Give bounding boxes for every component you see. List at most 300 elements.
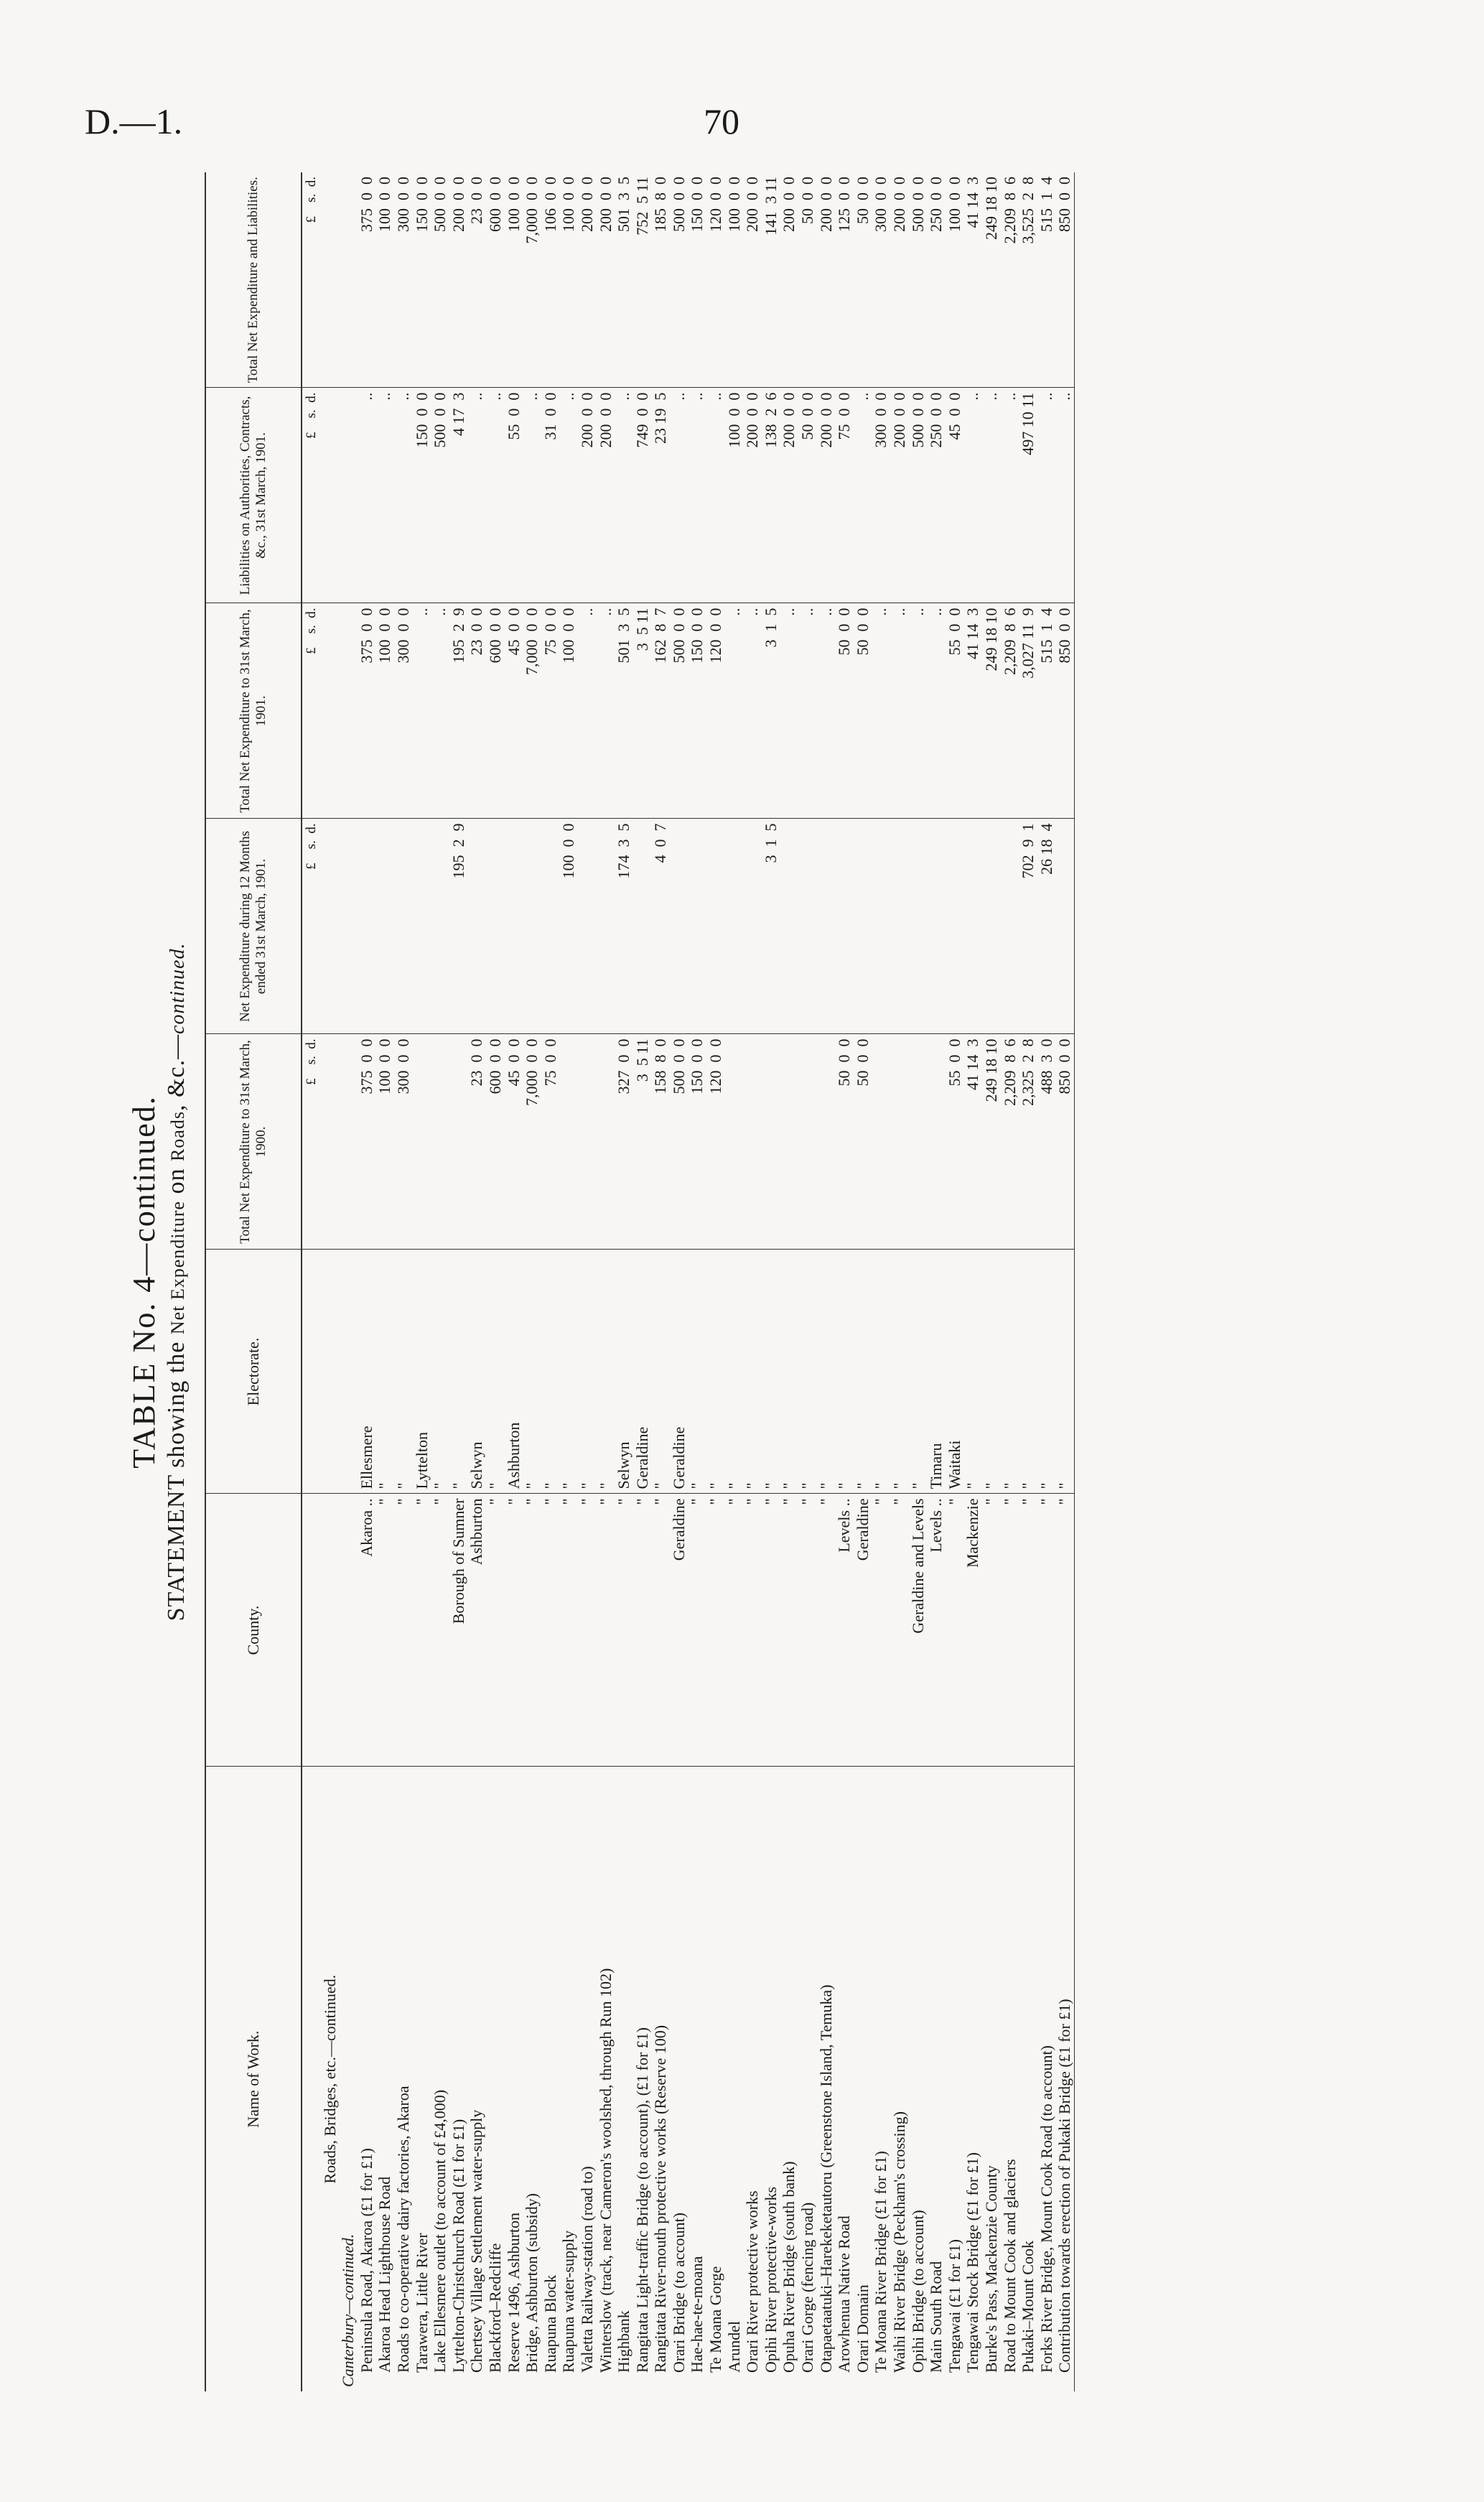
cell-total-liabilities: 2,209 8 6 xyxy=(1001,172,1019,388)
cell-work-name: Arundel xyxy=(724,2320,743,2373)
cell-electorate: " xyxy=(743,1250,762,1494)
cell-total-1901: 100 0 0 xyxy=(375,603,394,819)
cell-total-liabilities: 500 0 0 xyxy=(670,172,689,388)
cell-liabilities: 55 0 0 xyxy=(505,388,523,603)
cell-total-1900 xyxy=(559,1034,578,1250)
cell-liabilities: 200 0 0 xyxy=(597,388,615,603)
cell-county: " xyxy=(375,1494,394,1767)
cell-total-1900: 75 0 0 xyxy=(541,1034,560,1250)
cell-work-name: Burke's Pass, Mackenzie County xyxy=(981,2165,1000,2373)
table-row xyxy=(706,172,725,2391)
cell-work-name: Tengawai Stock Bridge (£1 for £1) xyxy=(963,2152,982,2373)
cell-electorate: " xyxy=(890,1250,909,1494)
cell-total-1901: .. xyxy=(431,603,449,819)
cell-total-liabilities: 200 0 0 xyxy=(597,172,615,388)
cell-electorate: " xyxy=(541,1250,560,1494)
cell-total-1901: 23 0 0 xyxy=(467,603,486,819)
cell-work-name: Bridge, Ashburton (subsidy) xyxy=(523,2193,541,2373)
cell-total-1900: 41 14 3 xyxy=(963,1034,982,1250)
cell-county: " xyxy=(780,1494,798,1767)
cell-net-1901: 26 18 4 xyxy=(1037,819,1056,1034)
page-number: 70 xyxy=(704,101,739,141)
cell-electorate: " xyxy=(725,1250,744,1494)
table-row xyxy=(394,172,413,2391)
cell-county: Levels .. xyxy=(927,1494,946,1767)
table-row xyxy=(743,172,762,2391)
table-subtitle: STATEMENT showing the Net Expenditure on Roads, &c.—continued. xyxy=(163,942,190,1622)
cell-total-1900: 55 0 0 xyxy=(946,1034,964,1250)
units-c5: £ s. d. xyxy=(302,172,321,388)
table-row xyxy=(505,172,523,2391)
cell-net-1901 xyxy=(597,819,615,1034)
cell-county: " xyxy=(486,1494,505,1767)
cell-net-1901 xyxy=(486,819,505,1034)
table-row xyxy=(559,172,578,2391)
cell-electorate: " xyxy=(651,1250,670,1494)
document-id: D.—1. xyxy=(85,101,183,141)
cell-work-name: Lyttelton-Christchurch Road (£1 for £1) xyxy=(449,2119,467,2373)
cell-net-1901 xyxy=(394,819,413,1034)
cell-county: " xyxy=(762,1494,780,1767)
cell-total-1901: 501 3 5 xyxy=(615,603,633,819)
cell-total-1901: 850 0 0 xyxy=(1055,603,1074,819)
cell-electorate: " xyxy=(762,1250,780,1494)
cell-net-1901 xyxy=(688,819,706,1034)
cell-liabilities: 100 0 0 xyxy=(725,388,744,603)
cell-electorate: " xyxy=(688,1250,706,1494)
cell-electorate: " xyxy=(872,1250,890,1494)
cell-total-liabilities: 200 0 0 xyxy=(890,172,909,388)
cell-work-name: Orari Domain xyxy=(853,2284,872,2373)
table-row xyxy=(633,172,652,2391)
cell-total-liabilities: 50 0 0 xyxy=(798,172,817,388)
cell-total-1901: 375 0 0 xyxy=(358,603,376,819)
table-row xyxy=(890,172,909,2391)
cell-electorate: " xyxy=(523,1250,541,1494)
table-row xyxy=(946,172,964,2391)
cell-liabilities: 200 0 0 xyxy=(578,388,597,603)
cell-electorate: " xyxy=(394,1250,413,1494)
cell-total-1900: 158 8 0 xyxy=(651,1034,670,1250)
cell-net-1901 xyxy=(706,819,725,1034)
col-header-net-1901: Net Expenditure during 12 Months ended 31st March, 1901. xyxy=(205,819,302,1034)
cell-total-1900: 600 0 0 xyxy=(486,1034,505,1250)
cell-total-liabilities: 200 0 0 xyxy=(743,172,762,388)
cell-county: " xyxy=(615,1494,633,1767)
cell-total-1901: 2,209 8 6 xyxy=(1001,603,1019,819)
table-row xyxy=(541,172,560,2391)
table-row xyxy=(1019,172,1037,2391)
cell-county: " xyxy=(743,1494,762,1767)
cell-total-1900 xyxy=(872,1034,890,1250)
cell-total-1901: 50 0 0 xyxy=(854,603,872,819)
cell-electorate: Timaru xyxy=(927,1250,946,1494)
col-header-electorate: Electorate. xyxy=(205,1250,302,1494)
cell-total-1900: 3 5 11 xyxy=(633,1034,652,1250)
cell-work-name: Ruapuna water-supply xyxy=(559,2230,578,2373)
table-row xyxy=(1001,172,1019,2391)
cell-net-1901 xyxy=(743,819,762,1034)
cell-electorate: " xyxy=(449,1250,468,1494)
cell-net-1901 xyxy=(633,819,652,1034)
table-row xyxy=(431,172,449,2391)
cell-net-1901 xyxy=(578,819,597,1034)
header-row xyxy=(205,172,302,2391)
cell-work-name: Ruapuna Block xyxy=(541,2274,559,2373)
cell-total-liabilities: 500 0 0 xyxy=(909,172,928,388)
section-heading-row xyxy=(321,172,340,2391)
cell-total-1901: 162 8 7 xyxy=(651,603,670,819)
cell-county: " xyxy=(431,1494,449,1767)
cell-liabilities: 200 0 0 xyxy=(817,388,836,603)
cell-electorate: " xyxy=(559,1250,578,1494)
cell-total-liabilities: 141 3 11 xyxy=(762,172,780,388)
cell-liabilities: 138 2 6 xyxy=(762,388,780,603)
cell-electorate: Geraldine xyxy=(633,1250,652,1494)
cell-work-name: Akaroa Head Lighthouse Road xyxy=(375,2176,394,2373)
cell-work-name: Opihi Bridge (to account) xyxy=(908,2210,927,2373)
cell-total-liabilities: 501 3 5 xyxy=(615,172,633,388)
cell-total-1900: 327 0 0 xyxy=(615,1034,633,1250)
cell-county: " xyxy=(1001,1494,1019,1767)
cell-net-1901 xyxy=(798,819,817,1034)
cell-liabilities: .. xyxy=(486,388,505,603)
cell-net-1901 xyxy=(854,819,872,1034)
cell-electorate: " xyxy=(982,1250,1001,1494)
cell-electorate: Selwyn xyxy=(615,1250,633,1494)
table-row xyxy=(413,172,431,2391)
cell-total-liabilities: 7,000 0 0 xyxy=(523,172,541,388)
cell-liabilities: 4 17 3 xyxy=(449,388,468,603)
cell-total-liabilities: 3,525 2 8 xyxy=(1019,172,1037,388)
table-row xyxy=(578,172,597,2391)
cell-total-1900: 375 0 0 xyxy=(358,1034,376,1250)
cell-total-1900 xyxy=(743,1034,762,1250)
cell-net-1901 xyxy=(725,819,744,1034)
cell-county: " xyxy=(946,1494,964,1767)
col-header-total-1900: Total Net Expenditure to 31st March, 1900. xyxy=(205,1034,302,1250)
section-title: Roads, Bridges, etc.—continued. xyxy=(320,1974,339,2184)
cell-liabilities: .. xyxy=(688,388,706,603)
cell-liabilities: .. xyxy=(1001,388,1019,603)
cell-total-1900: 50 0 0 xyxy=(854,1034,872,1250)
table-row xyxy=(982,172,1001,2391)
cell-liabilities: 150 0 0 xyxy=(413,388,431,603)
table-row xyxy=(762,172,780,2391)
cell-county: " xyxy=(872,1494,890,1767)
cell-electorate: " xyxy=(1019,1250,1037,1494)
cell-total-liabilities: 150 0 0 xyxy=(413,172,431,388)
cell-county: " xyxy=(597,1494,615,1767)
cell-total-1900 xyxy=(597,1034,615,1250)
cell-liabilities: 300 0 0 xyxy=(872,388,890,603)
table-row xyxy=(909,172,928,2391)
cell-total-liabilities: 106 0 0 xyxy=(541,172,560,388)
cell-county: Geraldine and Levels xyxy=(909,1494,928,1767)
cell-total-1901: .. xyxy=(578,603,597,819)
cell-work-name: Te Moana Gorge xyxy=(706,2266,725,2373)
cell-total-liabilities: 100 0 0 xyxy=(725,172,744,388)
cell-total-1900: 7,000 0 0 xyxy=(523,1034,541,1250)
subsection-title: Canterbury—continued. xyxy=(339,2233,358,2387)
cell-work-name: Main South Road xyxy=(927,2261,946,2373)
cell-total-1901: 249 18 10 xyxy=(982,603,1001,819)
cell-total-liabilities: 100 0 0 xyxy=(946,172,964,388)
cell-liabilities: .. xyxy=(706,388,725,603)
cell-work-name: Valetta Railway-station (road to) xyxy=(577,2166,596,2373)
cell-work-name: Rangitata River-mouth protective works (Reserve 100) xyxy=(651,2024,670,2373)
col-header-total-liabilities: Total Net Expenditure and Liabilities. xyxy=(205,172,302,388)
table-row xyxy=(927,172,946,2391)
cell-total-1900 xyxy=(909,1034,928,1250)
cell-county: " xyxy=(505,1494,523,1767)
cell-net-1901 xyxy=(467,819,486,1034)
cell-total-1900: 23 0 0 xyxy=(467,1034,486,1250)
cell-net-1901: 195 2 9 xyxy=(449,819,468,1034)
cell-county: " xyxy=(1037,1494,1056,1767)
cell-total-liabilities: 850 0 0 xyxy=(1055,172,1074,388)
cell-net-1901 xyxy=(413,819,431,1034)
table-row xyxy=(467,172,486,2391)
units-row xyxy=(302,172,321,2391)
cell-county: " xyxy=(890,1494,909,1767)
cell-work-name: Peninsula Road, Akaroa (£1 for £1) xyxy=(357,2148,375,2373)
cell-total-1901: 7,000 0 0 xyxy=(523,603,541,819)
cell-net-1901 xyxy=(1055,819,1074,1034)
cell-liabilities: 45 0 0 xyxy=(946,388,964,603)
cell-county: " xyxy=(651,1494,670,1767)
table-row xyxy=(597,172,615,2391)
cell-total-1900: 300 0 0 xyxy=(394,1034,413,1250)
cell-work-name: Orari Bridge (to account) xyxy=(669,2213,688,2373)
cell-liabilities: .. xyxy=(963,388,982,603)
cell-total-1901: .. xyxy=(725,603,744,819)
table-row xyxy=(651,172,670,2391)
cell-total-1900: 50 0 0 xyxy=(835,1034,854,1250)
cell-electorate: Ellesmere xyxy=(358,1250,376,1494)
cell-electorate: " xyxy=(963,1250,982,1494)
cell-total-1901: .. xyxy=(413,603,431,819)
cell-liabilities: .. xyxy=(523,388,541,603)
cell-total-1901: 55 0 0 xyxy=(946,603,964,819)
table-row xyxy=(1055,172,1074,2391)
cell-electorate: Ashburton xyxy=(505,1250,523,1494)
cell-liabilities: .. xyxy=(854,388,872,603)
cell-net-1901 xyxy=(835,819,854,1034)
cell-work-name: Opihi River protective-works xyxy=(761,2186,780,2373)
cell-total-liabilities: 200 0 0 xyxy=(817,172,836,388)
cell-total-liabilities: 120 0 0 xyxy=(706,172,725,388)
table-row xyxy=(670,172,689,2391)
cell-net-1901 xyxy=(375,819,394,1034)
cell-total-liabilities: 500 0 0 xyxy=(431,172,449,388)
cell-electorate: " xyxy=(431,1250,449,1494)
table-row xyxy=(358,172,376,2391)
cell-electorate: " xyxy=(486,1250,505,1494)
cell-liabilities: 749 0 0 xyxy=(633,388,652,603)
cell-net-1901: 3 1 5 xyxy=(762,819,780,1034)
cell-county: " xyxy=(725,1494,744,1767)
cell-electorate: Waitaki xyxy=(946,1250,964,1494)
table-row xyxy=(523,172,541,2391)
cell-work-name: Highbank xyxy=(615,2310,633,2373)
cell-net-1901 xyxy=(505,819,523,1034)
cell-total-1901: 45 0 0 xyxy=(505,603,523,819)
cell-total-1901: .. xyxy=(743,603,762,819)
table-row xyxy=(835,172,854,2391)
cell-liabilities: .. xyxy=(1037,388,1056,603)
cell-liabilities: 200 0 0 xyxy=(743,388,762,603)
cell-county: " xyxy=(1019,1494,1037,1767)
cell-total-1901: 515 1 4 xyxy=(1037,603,1056,819)
cell-net-1901: 4 0 7 xyxy=(651,819,670,1034)
cell-net-1901 xyxy=(982,819,1001,1034)
cell-county: Geraldine xyxy=(854,1494,872,1767)
cell-work-name: Hae-hae-te-moana xyxy=(688,2256,706,2373)
cell-work-name: Opuha River Bridge (south bank) xyxy=(780,2161,798,2373)
cell-liabilities: 200 0 0 xyxy=(780,388,798,603)
cell-net-1901 xyxy=(872,819,890,1034)
cell-county: " xyxy=(523,1494,541,1767)
cell-electorate: " xyxy=(1055,1250,1074,1494)
table-row xyxy=(486,172,505,2391)
cell-work-name: Winterslow (track, near Cameron's woolshed, through Run 102) xyxy=(596,1968,615,2373)
cell-county: Mackenzie xyxy=(963,1494,982,1767)
cell-county: " xyxy=(1055,1494,1074,1767)
table-row xyxy=(963,172,982,2391)
table-title: TABLE No. 4—continued. xyxy=(126,1095,162,1469)
cell-net-1901 xyxy=(1001,819,1019,1034)
cell-net-1901: 100 0 0 xyxy=(559,819,578,1034)
cell-electorate: Selwyn xyxy=(467,1250,486,1494)
cell-electorate: " xyxy=(375,1250,394,1494)
table-row xyxy=(449,172,468,2391)
units-c1: £ s. d. xyxy=(302,1034,321,1250)
cell-electorate: Lyttelton xyxy=(413,1250,431,1494)
col-header-liabilities: Liabilities on Authorities, Contracts, &c., 31st March, 1901. xyxy=(205,388,302,603)
cell-work-name: Blackford–Redcliffe xyxy=(485,2243,504,2373)
cell-electorate: " xyxy=(854,1250,872,1494)
cell-liabilities: .. xyxy=(982,388,1001,603)
cell-total-liabilities: 515 1 4 xyxy=(1037,172,1056,388)
cell-total-1901: 600 0 0 xyxy=(486,603,505,819)
cell-total-1900: 488 3 0 xyxy=(1037,1034,1056,1250)
cell-total-liabilities: 41 14 3 xyxy=(963,172,982,388)
cell-total-liabilities: 300 0 0 xyxy=(872,172,890,388)
cell-total-1901: .. xyxy=(890,603,909,819)
cell-county: " xyxy=(559,1494,578,1767)
cell-total-1900: 45 0 0 xyxy=(505,1034,523,1250)
cell-net-1901 xyxy=(909,819,928,1034)
cell-work-name: Otapaetaatuki–Harekeketautoru (Greenstone Island, Temuka) xyxy=(816,1984,835,2373)
cell-total-1901: 100 0 0 xyxy=(559,603,578,819)
cell-county: " xyxy=(413,1494,431,1767)
cell-total-1901: 300 0 0 xyxy=(394,603,413,819)
cell-electorate: Geraldine xyxy=(670,1250,689,1494)
cell-total-1901: 3 5 11 xyxy=(633,603,652,819)
cell-total-1900 xyxy=(725,1034,744,1250)
cell-total-1900: 850 0 0 xyxy=(1055,1034,1074,1250)
cell-total-1900 xyxy=(817,1034,836,1250)
cell-liabilities: 50 0 0 xyxy=(798,388,817,603)
cell-total-liabilities: 200 0 0 xyxy=(780,172,798,388)
table-row xyxy=(798,172,817,2391)
cell-total-1900 xyxy=(413,1034,431,1250)
table-row xyxy=(780,172,798,2391)
cell-liabilities: .. xyxy=(467,388,486,603)
cell-work-name: Waihi River Bridge (Peckham's crossing) xyxy=(890,2111,908,2373)
cell-total-1901: 120 0 0 xyxy=(706,603,725,819)
cell-county: Geraldine xyxy=(670,1494,689,1767)
col-header-county: County. xyxy=(205,1494,302,1767)
cell-net-1901 xyxy=(541,819,560,1034)
cell-county: " xyxy=(394,1494,413,1767)
cell-county: " xyxy=(798,1494,817,1767)
cell-total-1901: .. xyxy=(798,603,817,819)
cell-work-name: Rangitata Light-traffic Bridge (to account), (£1 for £1) xyxy=(633,2027,651,2373)
units-c2: £ s. d. xyxy=(302,819,321,1034)
cell-total-liabilities: 249 18 10 xyxy=(982,172,1001,388)
cell-work-name: Road to Mount Cook and glaciers xyxy=(1000,2159,1019,2373)
expenditure-table xyxy=(205,172,1075,2391)
cell-electorate: " xyxy=(1001,1250,1019,1494)
cell-total-1901: 3,027 11 9 xyxy=(1019,603,1037,819)
cell-electorate: " xyxy=(578,1250,597,1494)
cell-total-1900 xyxy=(890,1034,909,1250)
cell-total-1900: 100 0 0 xyxy=(375,1034,394,1250)
cell-electorate: " xyxy=(909,1250,928,1494)
col-header-name: Name of Work. xyxy=(205,1767,302,2391)
cell-total-liabilities: 100 0 0 xyxy=(375,172,394,388)
cell-county: Borough of Sumner xyxy=(449,1494,468,1767)
cell-total-1900 xyxy=(578,1034,597,1250)
col-header-total-1901: Total Net Expenditure to 31st March, 1901. xyxy=(205,603,302,819)
cell-total-1901: 500 0 0 xyxy=(670,603,689,819)
cell-net-1901 xyxy=(817,819,836,1034)
cell-net-1901 xyxy=(963,819,982,1034)
cell-liabilities: 500 0 0 xyxy=(909,388,928,603)
cell-total-liabilities: 600 0 0 xyxy=(486,172,505,388)
cell-county: " xyxy=(541,1494,560,1767)
cell-net-1901 xyxy=(523,819,541,1034)
cell-total-1901: .. xyxy=(872,603,890,819)
cell-total-liabilities: 100 0 0 xyxy=(505,172,523,388)
cell-county: " xyxy=(817,1494,836,1767)
table-row xyxy=(615,172,633,2391)
units-c3: £ s. d. xyxy=(302,603,321,819)
cell-liabilities: 250 0 0 xyxy=(927,388,946,603)
cell-total-1900 xyxy=(762,1034,780,1250)
cell-work-name: Contribution towards erection of Pukaki Bridge (£1 for £1) xyxy=(1055,1767,1074,2391)
cell-liabilities: .. xyxy=(358,388,376,603)
cell-net-1901 xyxy=(946,819,964,1034)
cell-total-liabilities: 150 0 0 xyxy=(688,172,706,388)
cell-liabilities: 200 0 0 xyxy=(890,388,909,603)
cell-county: Akaroa .. xyxy=(358,1494,376,1767)
cell-electorate: " xyxy=(1037,1250,1056,1494)
cell-work-name: Orari Gorge (fencing road) xyxy=(798,2202,817,2373)
cell-total-liabilities: 50 0 0 xyxy=(854,172,872,388)
cell-work-name: Tarawera, Little River xyxy=(412,2233,431,2373)
cell-net-1901 xyxy=(927,819,946,1034)
cell-electorate: " xyxy=(835,1250,854,1494)
cell-county: " xyxy=(633,1494,652,1767)
cell-total-1901: 50 0 0 xyxy=(835,603,854,819)
cell-net-1901 xyxy=(431,819,449,1034)
cell-net-1901 xyxy=(890,819,909,1034)
cell-liabilities: .. xyxy=(1055,388,1074,603)
cell-liabilities: .. xyxy=(615,388,633,603)
